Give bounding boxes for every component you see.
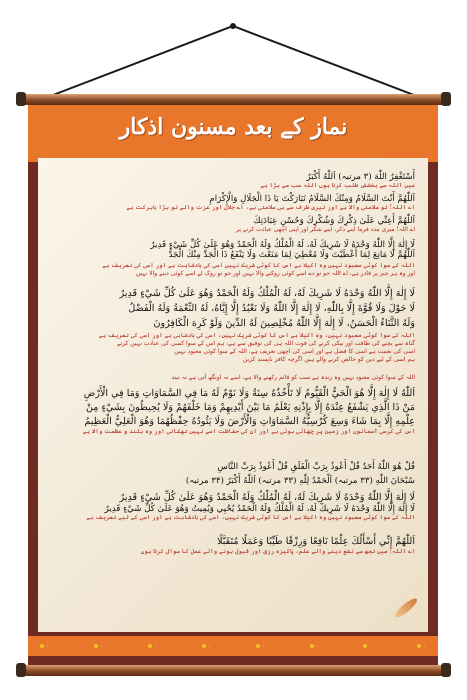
arabic-dhikr-line: عِلْمِهِ إِلَّا بِمَا شَاءَ وَسِعَ كُرْسِيُّهُ السَّمَاوَاتِ وَالْأَرْضَ وَلَا يَئُودُهُ حِفْظُهُمَا وَهُوَ الْعَلِيُّ الْعَظِيمُ [84,416,415,427]
arabic-dhikr-line: لَا إِلٰهَ إِلَّا اللّٰهُ وَحْدَهُ لَا شَرِيكَ لَهُ، لَهُ الْمُلْكُ وَلَهُ الْحَمْدُ يُحْيِي وَيُمِيتُ وَهُوَ عَلَىٰ كُلِّ شَيْءٍ قَدِيرٌ [104,504,415,514]
arabic-dhikr-line: اَللّٰهُمَّ إِنِّي أَسْأَلُكَ عِلْمًا نَافِعًا وَرِزْقًا طَيِّبًا وَعَمَلًا مُتَقَبَّلًا [217,536,415,547]
urdu-translation-line: اس کی کرسی آسمانوں اور زمین پر چھائی ہوئی ہے اور ان کی حفاظت اسے نہیں تھکاتی اور وہ بلند و عظمت والا ہے [82,428,415,435]
urdu-translation-line: اے اللہ! میری مدد فرما اپنے ذکر، اپنے شکر اور اپنی اچھی عبادت کرنے پر [236,226,415,233]
footer-item: ◦ [202,644,211,650]
urdu-translation-line: گناہ سے بچنے کی طاقت اور نیکی کرنے کی قوت اللہ ہی کی توفیق سے ہے، ہم اس کے سوا کسی کی عبادت نہیں کرتے [116,340,415,347]
urdu-translation-line: میں اللہ سے بخشش طلب کرتا ہوں اللہ سب سے بڑا ہے [260,182,415,189]
urdu-translation-line: اللہ کے سوا کوئی معبود نہیں وہ اکیلا ہے اس کا کوئی شریک نہیں، اسی کی بادشاہت ہے اور اسی کے لیے تعریف ہے [86,514,415,521]
poster-title: نماز کے بعد مسنون اذکار [119,114,348,140]
arabic-dhikr-line: لَا إِلٰهَ إِلَّا اللّٰهُ وَحْدَهُ لَا شَرِيكَ لَهُ، لَهُ الْمُلْكُ وَلَهُ الْحَمْدُ وَهُوَ عَلَىٰ كُلِّ شَيْءٍ قَدِيرٌ [119,288,415,299]
rod-cap-left [16,663,26,677]
arabic-dhikr-line: لَا إِلٰهَ إِلَّا اللّٰهُ وَحْدَهُ لَا شَرِيكَ لَهُ، لَهُ الْمُلْكُ وَلَهُ الْحَمْدُ وَهُوَ عَلَىٰ كُلِّ شَيْءٍ قَدِيرٌ [119,492,415,503]
arabic-dhikr-line: اَللّٰهُمَّ أَنْتَ السَّلَامُ وَمِنْكَ السَّلَامُ تَبَارَكْتَ يَا ذَا الْجَلَالِ وَالْإِكْرَامِ [209,194,415,204]
arabic-dhikr-line: قُلْ هُوَ اللّٰهُ أَحَدٌ قُلْ أَعُوذُ بِرَبِّ الْفَلَقِ قُلْ أَعُوذُ بِرَبِّ النَّاسِ [217,462,415,472]
footer-contact-strip [40,641,426,653]
arabic-dhikr-line: اَللّٰهُمَّ لَا مَانِعَ لِمَا أَعْطَيْتَ وَلَا مُعْطِيَ لِمَا مَنَعْتَ وَلَا يَنْفَعُ ذَا الْجَدِّ مِنْكَ الْجَدُّ [168,250,415,260]
footer-item: ◦ [310,644,319,650]
rod-cap-right [441,92,451,106]
rod-cap-left [16,92,26,106]
footer-item: ◦ [417,644,426,650]
arabic-dhikr-line: لَا إِلٰهَ إِلَّا اللّٰهُ وَحْدَهُ لَا شَرِيكَ لَهُ، لَهُ الْمُلْكُ وَلَهُ الْحَمْدُ وَهُوَ عَلَىٰ كُلِّ شَيْءٍ قَدِيرٌ [150,240,415,250]
urdu-translation-line: اے اللہ! میں تجھ سے نفع دینے والے علم، پاکیزہ رزق اور قبول ہونے والے عمل کا سوال کرتا ہوں [140,548,415,555]
urdu-translation-line: اسی کی نعمت ہے اسی کا فضل ہے اور اسی کی اچھی تعریف ہے، اللہ کے سوا کوئی معبود نہیں [174,348,415,355]
footer-item: ◦ [148,644,157,650]
bottom-rod [21,665,446,676]
arabic-dhikr-line: أَسْتَغْفِرُ اللّٰهَ (۳ مرتبہ) اَللّٰهُ أَكْبَرُ [306,172,415,182]
footer-item: ◦ [40,644,49,650]
footer-item: ◦ [363,644,372,650]
arabic-dhikr-line: مَنْ ذَا الَّذِي يَشْفَعُ عِنْدَهُ إِلَّا بِإِذْنِهِ يَعْلَمُ مَا بَيْنَ أَيْدِيهِمْ وَمَا خَلْفَهُمْ وَلَا يُحِيطُونَ بِشَيْءٍ مِنْ [85,402,415,413]
arabic-dhikr-line: اَللّٰهُمَّ أَعِنِّي عَلَىٰ ذِكْرِكَ وَشُكْرِكَ وَحُسْنِ عِبَادَتِكَ [253,216,415,226]
arabic-dhikr-line: اَللّٰهُ لَا إِلٰهَ إِلَّا هُوَ الْحَيُّ الْقَيُّومُ لَا تَأْخُذُهُ سِنَةٌ وَلَا نَوْمٌ لَهُ مَا فِي السَّمَاوَاتِ وَمَا فِي الْأَرْضِ [83,388,415,399]
urdu-translation-line: اللہ کے سوا کوئی معبود نہیں وہ زندہ ہے سب کو قائم رکھنے والا ہے، اسے نہ اونگھ آتی ہے نہ نیند [171,374,415,381]
arabic-dhikr-line: وَلَهُ الثَّنَاءُ الْحَسَنُ، لَا إِلٰهَ إِلَّا اللّٰهُ مُخْلِصِينَ لَهُ الدِّينَ وَلَوْ كَرِهَ الْكَافِرُونَ [153,318,415,329]
arabic-dhikr-line: لَا حَوْلَ وَلَا قُوَّةَ إِلَّا بِاللّٰهِ، لَا إِلٰهَ إِلَّا اللّٰهُ وَلَا نَعْبُدُ إِلَّا إِيَّاهُ، لَهُ النِّعْمَةُ وَلَهُ الْفَضْلُ [128,303,415,314]
top-rod [21,94,446,105]
urdu-translation-line: اللہ کے سوا کوئی معبود نہیں، وہ اکیلا ہے اس کا کوئی شریک نہیں، اسی کی بادشاہی ہے اور اسی کی تعریف ہے [98,332,415,339]
arabic-dhikr-line: سُبْحَانَ اللّٰهِ (۳۳ مرتبہ) اَلْحَمْدُ لِلّٰهِ (۳۳ مرتبہ) اَللّٰهُ أَكْبَرُ (۳۴ مرتبہ) [185,476,415,486]
footer-item: ◦ [94,644,103,650]
urdu-translation-line: اے اللہ! تو سلامتی والا ہے اور تیری طرف سے ہی سلامتی ہے، اے جلال اور عزت والے تو بڑا بابرکت ہے [126,204,415,211]
urdu-translation-line: اللہ کے سوا کوئی معبود نہیں وہ اکیلا ہے اس کا کوئی شریک نہیں اسی کی بادشاہت ہے اور اسی کی تعریف ہے [102,262,415,269]
urdu-translation-line: ہم اسی کے لیے دین کو خالص کرنے والے ہیں اگرچہ کافر ناپسند کریں [242,356,415,363]
footer-item: ◦ [256,644,265,650]
rod-cap-right [441,663,451,677]
urdu-translation-line: اور وہ ہر چیز پر قادر ہے، اے اللہ جو تو دے اسے کوئی روکنے والا نہیں اور جو تو روک لے اسے کوئی دینے والا نہیں [135,270,415,277]
